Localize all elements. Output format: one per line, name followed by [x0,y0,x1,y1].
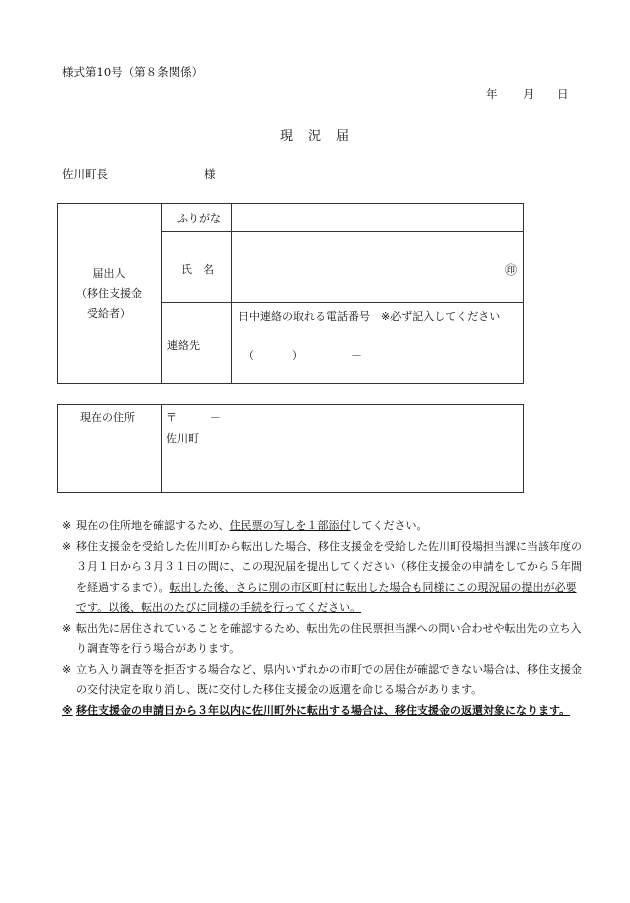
postal-dash: － [210,411,221,424]
notes-section [62,516,582,721]
note-item: ※ 立ち入り調査等を拒否する場合など、県内いずれかの市町での居住が確認できない場合は、移住支援金の交付決定を取り消し、既に交付した移住支援金の返還を命じる場合があります。 [62,660,582,701]
date-month-label: 月 [523,87,535,101]
address-label: 現在の住所 [80,411,135,424]
phone-dash: － [351,349,362,362]
note-emphasis: 移住支援金の申請日から３年以内に佐川町外に転出する場合は、移住支援金の返還対象になります。 [76,703,571,717]
form-number: 様式第10号（第８条関係） [62,65,204,79]
note-item [62,701,582,722]
address-town: 佐川町 [166,432,199,445]
addressee-honorific: 様 [204,167,216,181]
name-field[interactable] [232,232,523,301]
name-label: 氏 名 [181,263,214,276]
address-field[interactable] [162,405,523,492]
document-title: 現 況 届 [279,129,350,144]
contact-hint: 日中連絡の取れる電話番号 ※必ず記入してください [238,310,501,323]
addressee-name: 佐川町長 [62,167,108,181]
note-emphasis: 住民票の写しを１部添付 [229,519,351,532]
note-mark: ※ [62,539,72,553]
contact-label: 連絡先 [167,339,200,352]
date-year-label: 年 [486,87,498,101]
applicant-group-label: 届出人 （移住支援金 受給者） [76,267,142,320]
phone-close-paren: ） [292,349,303,362]
furigana-field[interactable] [232,204,523,230]
furigana-label: ふりがな [177,212,221,225]
note-item: ※ 移住支援金を受給した佐川町から転出した場合、移住支援金を受給した佐川町役場担当課に当該年度の３月１日から３月３１日の間に、この現況届を提出してください（移住支援金の申請をしてから５年間を経過するまで）。転出した後、さらに別の市区町村に転出した場合も同様にこの現況届の提出が必要です。以後、転出のたびに同様の手続を行ってください。 [62,537,582,619]
note-mark: ※ [62,662,72,676]
note-item: ※ 転出先に居住されていることを確認するため、転出先の住民票担当課への問い合わせや転出先の立ち入り調査等を行う場合があります。 [62,619,582,660]
date-day-label: 日 [557,87,569,101]
phone-field[interactable] [232,303,523,383]
note-mark: ※ [62,519,72,532]
note-mark: ※ [62,621,72,635]
note-item: ※ 現在の住所地を確認するため、住民票の写しを１部添付してください。 [62,516,582,537]
phone-open-paren: （ [243,349,254,362]
seal-mark: ㊞ [505,263,518,277]
note-emphasis: 転出した後、さらに別の市区町村に転出した場合も同様にこの現況届の提出が必要です。以後、転出のたびに同様の手続を行ってください。 [76,580,577,614]
postal-mark: 〒 [166,411,177,424]
note-mark: ※ [62,703,73,717]
